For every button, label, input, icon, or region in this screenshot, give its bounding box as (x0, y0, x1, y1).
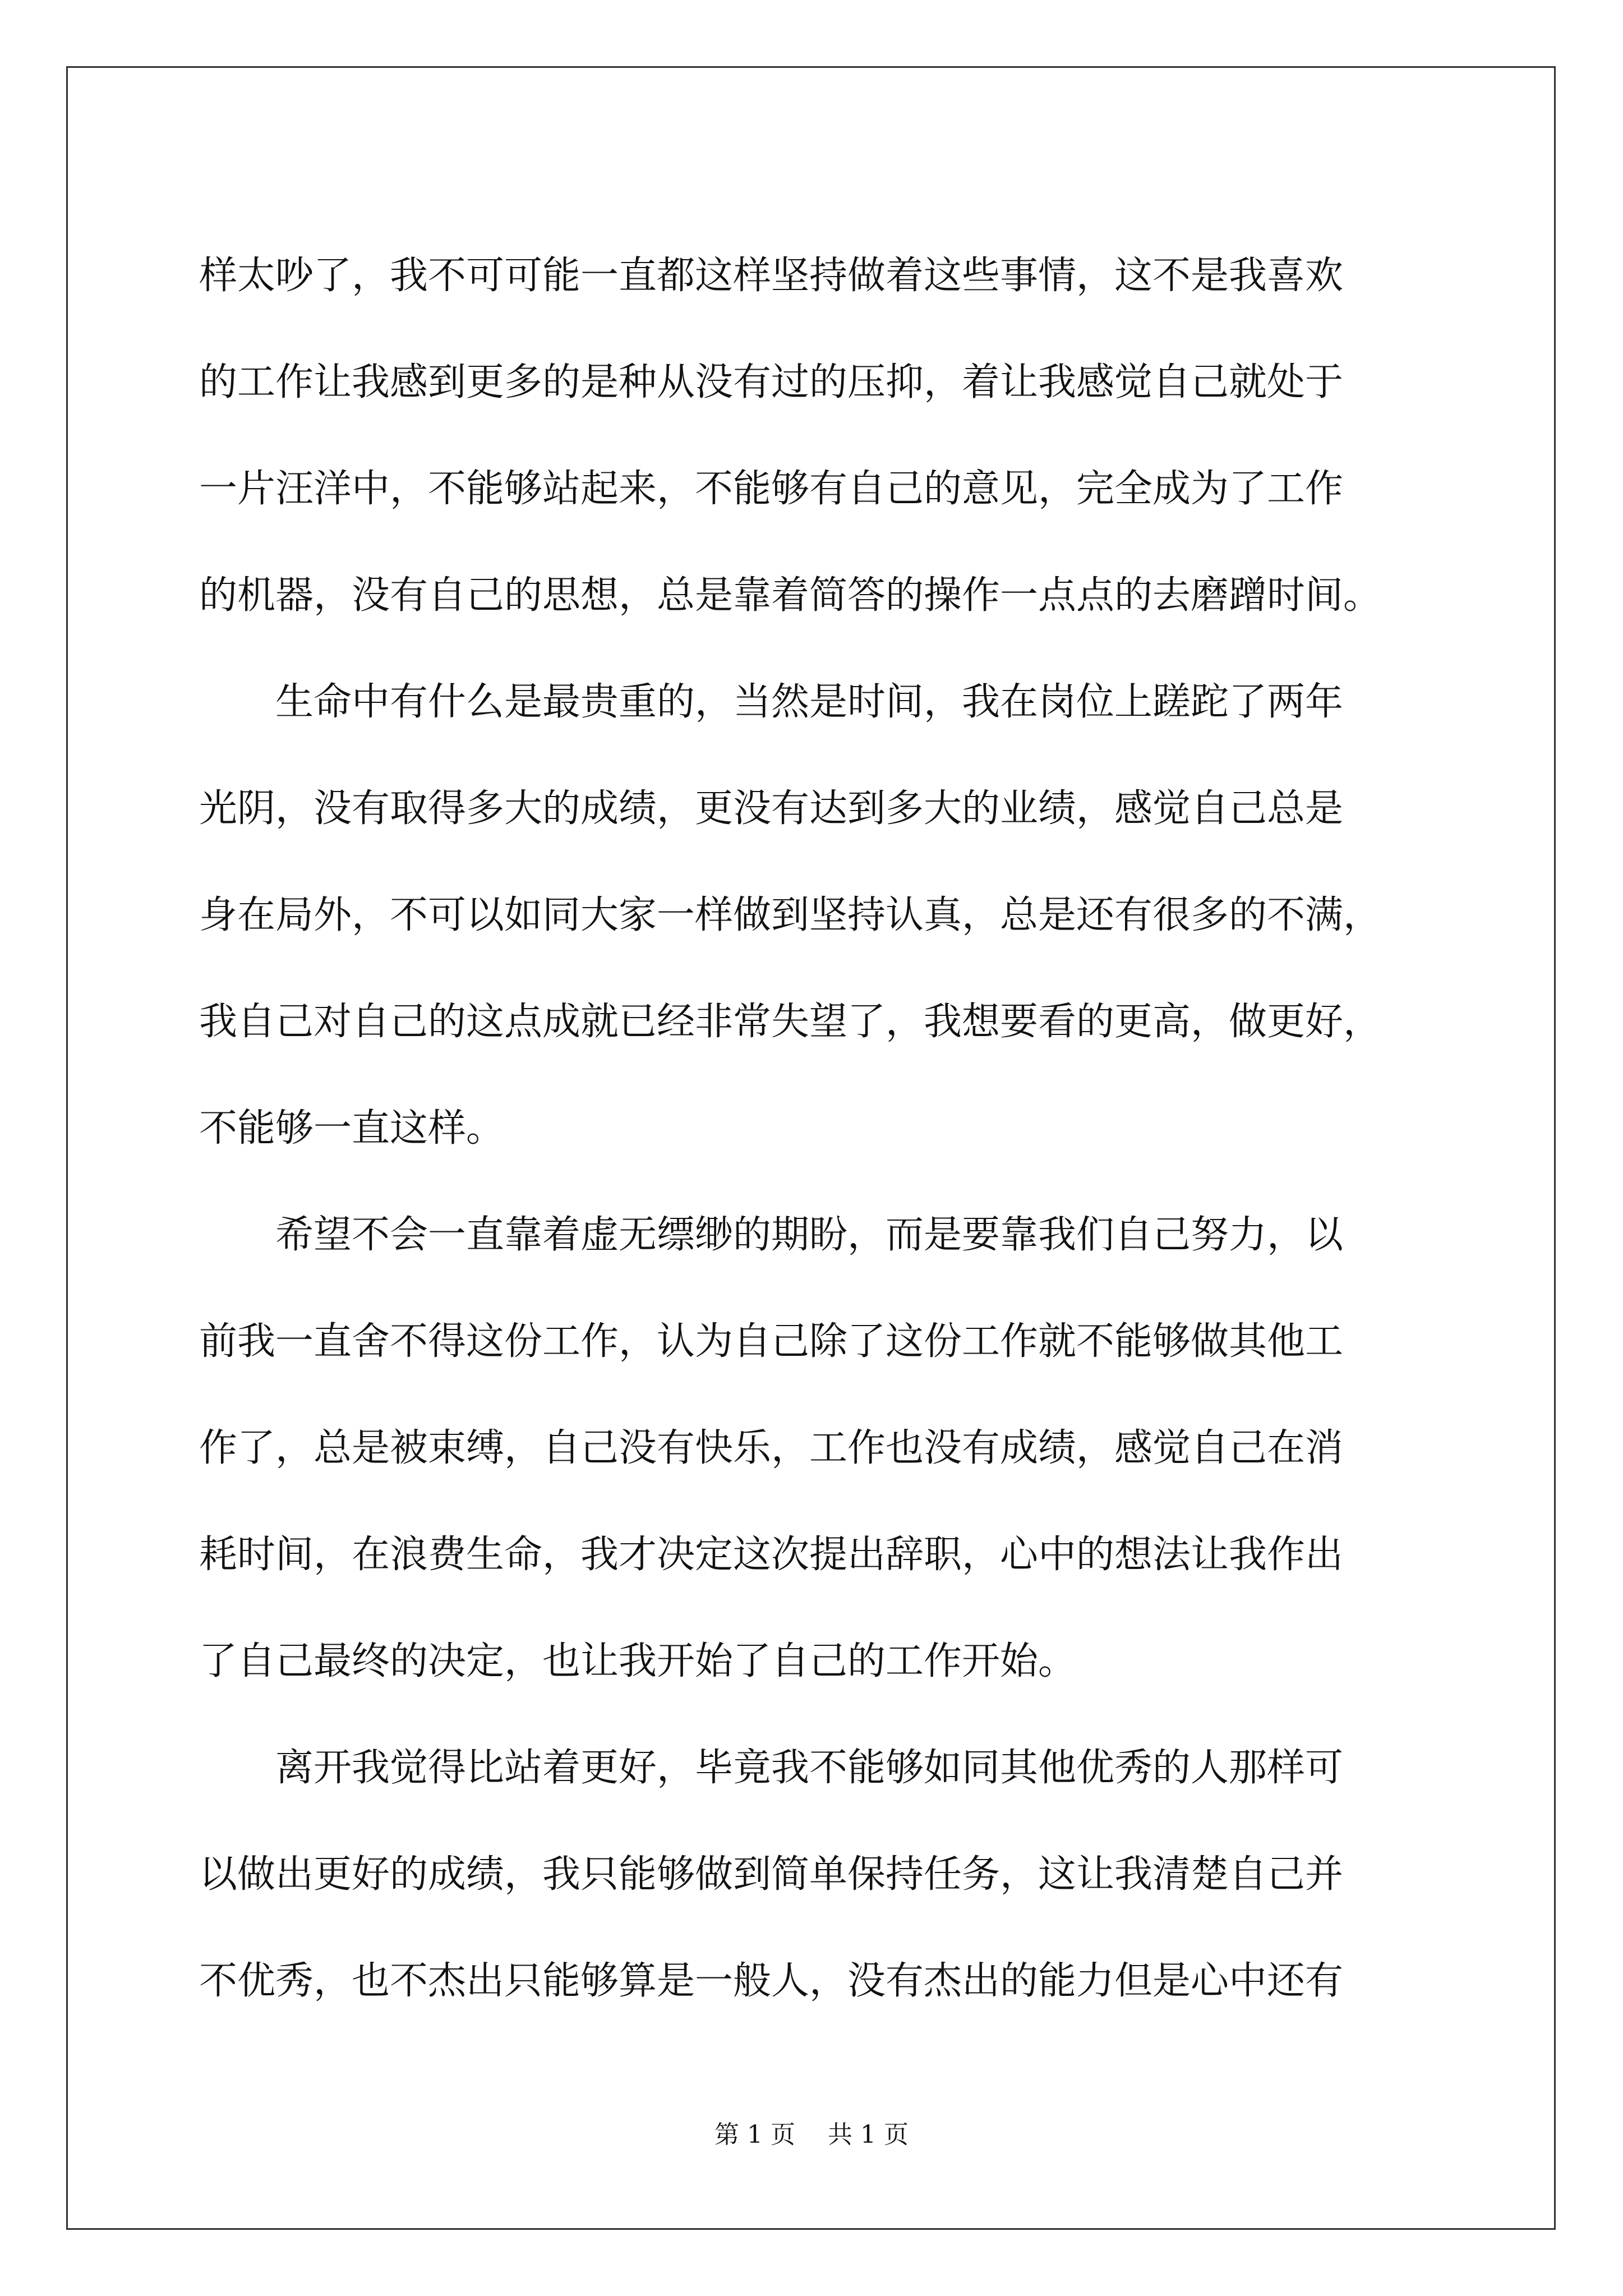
text-line: 前我一直舍不得这份工作，认为自己除了这份工作就不能够做其他工 (199, 1319, 1344, 1364)
text-line: 的工作让我感到更多的是种从没有过的压抑，着让我感觉自己就处于 (199, 360, 1344, 404)
text-line: 一片汪洋中，不能够站起来，不能够有自己的意见，完全成为了工作 (199, 467, 1344, 511)
text-line: 光阴，没有取得多大的成绩，更没有达到多大的业绩，感觉自己总是 (199, 786, 1344, 831)
text-line: 样太吵了，我不可可能一直都这样坚持做着这些事情，这不是我喜欢 (199, 254, 1344, 298)
text-line: 我自己对自己的这点成就已经非常失望了，我想要看的更高，做更好， (199, 1000, 1382, 1044)
text-line: 不能够一直这样。 (199, 1106, 505, 1151)
text-line: 以做出更好的成绩，我只能够做到简单保持任务，这让我清楚自己并 (199, 1852, 1344, 1897)
text-line: 离开我觉得比站着更好，毕竟我不能够如同其他优秀的人那样可 (199, 1746, 1344, 1790)
text-line: 希望不会一直靠着虚无缥缈的期盼，而是要靠我们自己努力，以 (199, 1213, 1344, 1257)
text-line: 了自己最终的决定，也让我开始了自己的工作开始。 (199, 1639, 1077, 1683)
text-line: 作了，总是被束缚，自己没有快乐，工作也没有成绩，感觉自己在消 (199, 1426, 1344, 1470)
text-line: 的机器，没有自己的思想，总是靠着简答的操作一点点的去磨蹭时间。 (199, 573, 1382, 618)
text-line: 耗时间，在浪费生命，我才决定这次提出辞职，心中的想法让我作出 (199, 1533, 1344, 1577)
document-body (199, 223, 1427, 2035)
text-line: 身在局外，不可以如同大家一样做到坚持认真，总是还有很多的不满， (199, 893, 1382, 937)
text-line: 生命中有什么是最贵重的，当然是时间，我在岗位上蹉跎了两年 (199, 680, 1344, 724)
page-number-footer: 第 1 页 共 1 页 (714, 2120, 909, 2149)
text-line: 不优秀，也不杰出只能够算是一般人，没有杰出的能力但是心中还有 (199, 1959, 1344, 2003)
